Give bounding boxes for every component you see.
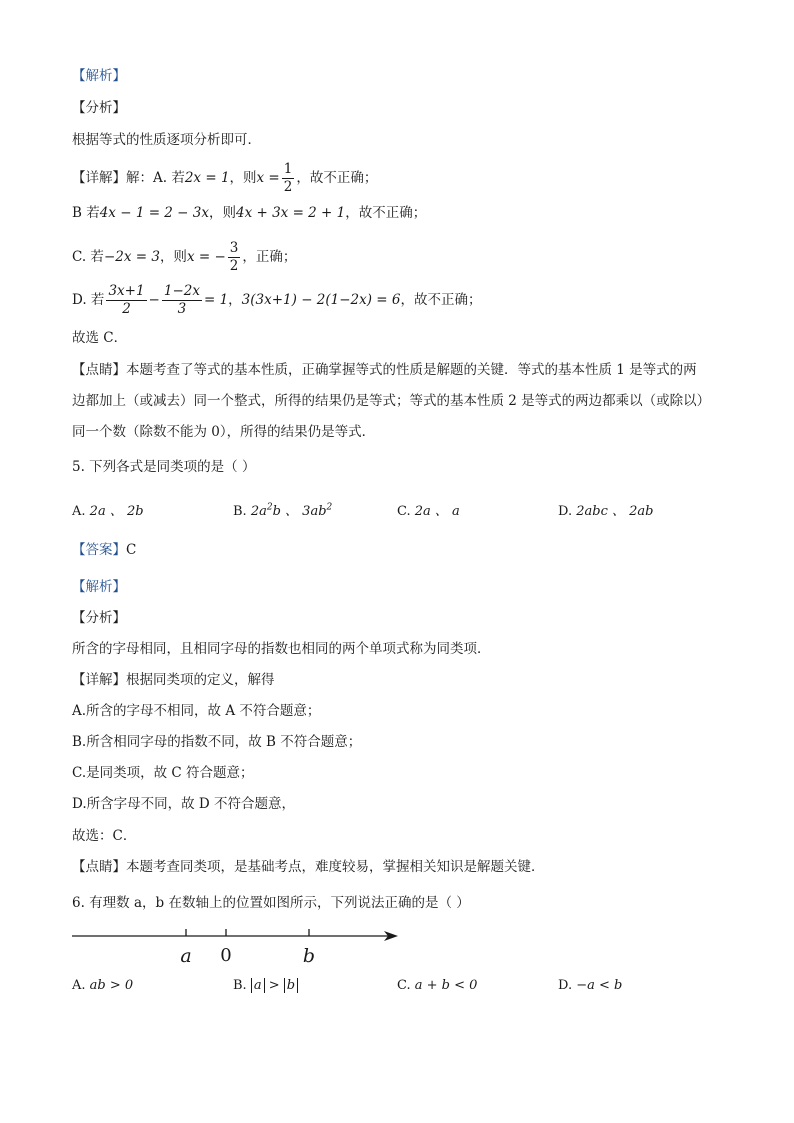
q6-option-d — [558, 978, 622, 993]
number-line-figure — [72, 924, 402, 968]
detail-b-line — [72, 203, 426, 223]
detail-a-line — [72, 161, 377, 196]
option-gt: > — [268, 978, 280, 993]
q5-stem: 5. 下列各式是同类项的是（ ） — [72, 459, 256, 475]
detail-d-post: ，故不正确； — [400, 292, 482, 308]
abs-b: b — [284, 978, 298, 993]
detail-d-sep: ， — [228, 292, 242, 308]
detail-a-mid: ，则 — [229, 170, 257, 186]
abs-a: a — [251, 978, 265, 993]
q5-option-c — [397, 500, 460, 519]
option-label: C. — [397, 978, 411, 993]
detail-tag: 【详解】 — [72, 672, 126, 688]
comment-tag: 【点睛】 — [72, 362, 126, 378]
frac-den: 2 — [229, 258, 239, 274]
detail-d-line — [72, 283, 482, 318]
option-label: D. — [558, 504, 573, 519]
detail-a-x: x = — [256, 170, 280, 186]
detail-c-pre: C. 若 — [72, 249, 104, 265]
axis-label-b: b — [302, 945, 316, 967]
q6-option-c — [397, 978, 477, 993]
frac-num: 3 — [229, 240, 239, 256]
q5-choose: 故选：C． — [72, 828, 137, 844]
q5-option-a — [72, 500, 144, 519]
option-label: B. — [233, 978, 247, 993]
detail-a-pre: 解：A. 若 — [126, 170, 185, 186]
comment-line-3: 同一个数（除数不能为 0），所得的结果仍是等式． — [72, 424, 376, 440]
q6-option-a — [72, 978, 133, 993]
answer-tag: 【答案】 — [72, 542, 126, 558]
detail-d-fraction-1 — [106, 283, 146, 318]
fenxi-text: 根据等式的性质逐项分析即可． — [72, 132, 261, 148]
frac-num: 3x+1 — [108, 283, 145, 299]
q5-detail-d: D.所含字母不同，故 D 不符合题意， — [72, 796, 296, 812]
option-text: a + b < 0 — [414, 978, 478, 993]
q6-option-b — [233, 978, 298, 993]
frac-num: 1−2x — [163, 283, 200, 299]
option-text: ab > 0 — [89, 978, 134, 993]
detail-b-eq1: 4x − 1 = 2 − 3x — [99, 205, 209, 221]
detail-d-eq2: 3(3x+1) − 2(1−2x) = 6 — [241, 292, 401, 308]
detail-b-mid: ，则 — [208, 205, 236, 221]
option-text: 2a 、 2b — [89, 504, 144, 519]
comment-text-1: 本题考查了等式的基本性质，正确掌握等式的性质是解题的关键．等式的基本性质 1 是等式的两 — [126, 362, 697, 378]
comment-line-2: 边都加上（或减去）同一个整式，所得的结果仍是等式；等式的基本性质 2 是等式的两边都乘以（或除以） — [72, 393, 711, 409]
detail-c-eq: −2x = 3 — [103, 249, 160, 265]
detail-d-pre: D. 若 — [72, 292, 105, 308]
detail-c-fraction — [228, 240, 241, 275]
q5-detail-c: C.是同类项，故 C 符合题意； — [72, 765, 254, 781]
option-label: C. — [397, 504, 411, 519]
option-text: 2abc 、 2ab — [576, 504, 654, 519]
q5-detail-line — [72, 670, 275, 690]
frac-den: 2 — [122, 301, 131, 317]
q6-stem: 6. 有理数 a，b 在数轴上的位置如图所示，下列说法正确的是（ ） — [72, 895, 470, 911]
q5-comment-line — [72, 857, 545, 877]
option-exponent-2: 2 — [326, 502, 333, 513]
axis-label-zero: 0 — [220, 945, 232, 966]
comment-tag: 【点睛】 — [72, 859, 126, 875]
axis-label-a: a — [180, 945, 192, 967]
option-text: 2a 、 a — [414, 504, 460, 519]
detail-d-fraction-2 — [162, 283, 202, 318]
comment-text: 本题考查同类项，是基础考点，难度较易，掌握相关知识是解题关键． — [126, 859, 545, 875]
frac-den: 3 — [177, 301, 187, 317]
option-exponent-1: 2 — [266, 502, 273, 513]
detail-c-x: x = − — [186, 249, 226, 265]
q5-option-d — [558, 500, 653, 519]
detail-a-post: ，故不正确； — [296, 170, 378, 186]
detail-b-post: ，故不正确； — [345, 205, 427, 221]
fenxi-tag: 【分析】 — [72, 100, 126, 116]
q5-answer-line — [72, 540, 136, 560]
q5-option-b — [233, 500, 332, 519]
option-text-2: b 、 3ab — [272, 504, 327, 519]
detail-tag: 【详解】 — [72, 170, 126, 186]
q5-detail-a: A.所含的字母不相同，故 A 不符合题意； — [72, 703, 321, 719]
analysis-tag: 【解析】 — [72, 68, 126, 84]
detail-a-fraction — [282, 161, 295, 196]
q5-detail-b: B.所含相同字母的指数不同，故 B 不符合题意； — [72, 734, 362, 750]
detail-d-minus: − — [148, 292, 160, 308]
option-label: A. — [72, 504, 86, 519]
detail-b-pre: B 若 — [72, 205, 100, 221]
detail-c-mid: ，则 — [159, 249, 187, 265]
option-label: D. — [558, 978, 573, 993]
answer-value: C — [126, 542, 137, 558]
frac-num: 1 — [283, 161, 293, 177]
frac-den: 2 — [283, 179, 293, 195]
q5-analysis-tag: 【解析】 — [72, 579, 126, 595]
q5-fenxi-tag: 【分析】 — [72, 610, 126, 626]
q5-fenxi-text: 所含的字母相同，且相同字母的指数也相同的两个单项式称为同类项． — [72, 641, 491, 657]
option-text-1: 2a — [250, 504, 267, 519]
option-label: B. — [233, 504, 247, 519]
detail-text: 根据同类项的定义，解得 — [126, 672, 275, 688]
detail-c-post: ，正确； — [242, 249, 297, 265]
option-text: −a < b — [576, 978, 623, 993]
detail-a-eq: 2x = 1 — [184, 170, 230, 186]
prev-choose: 故选 C． — [72, 330, 128, 346]
comment-line-1 — [72, 360, 697, 380]
detail-c-line — [72, 240, 296, 275]
detail-b-eq2: 4x + 3x = 2 + 1 — [235, 205, 346, 221]
option-label: A. — [72, 978, 86, 993]
detail-d-eq1: = 1 — [203, 292, 229, 308]
